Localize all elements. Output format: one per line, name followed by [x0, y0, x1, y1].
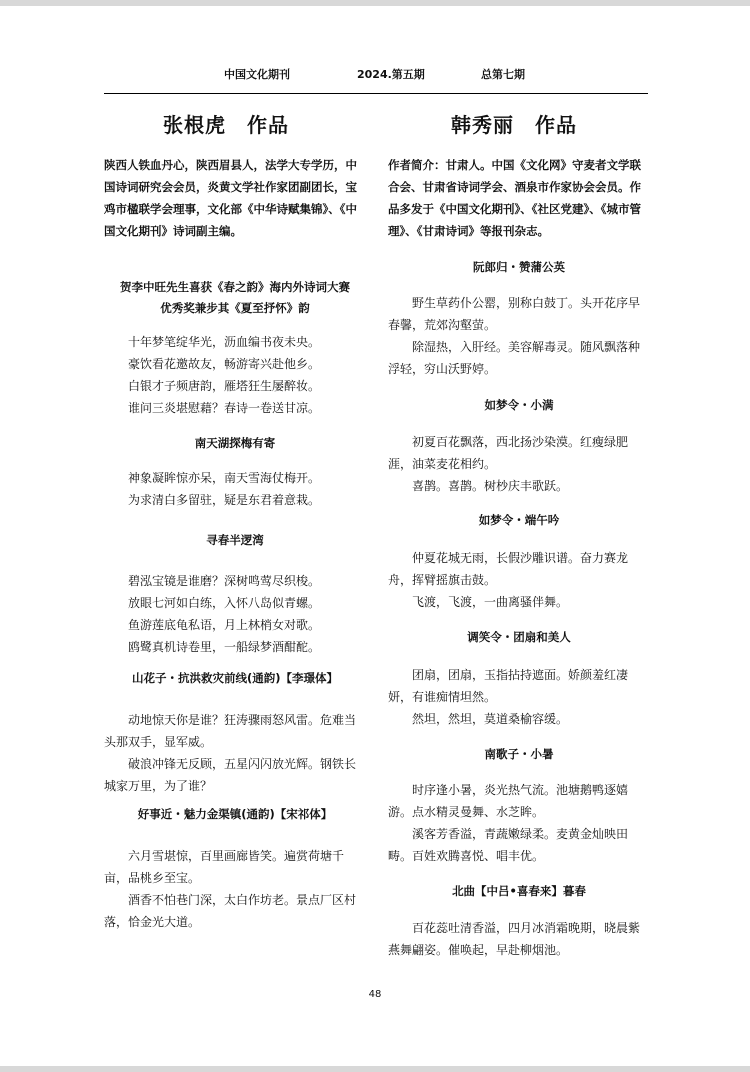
poem-title: 南天湖探梅有寄 [194, 436, 276, 450]
poem-title: 阮郎归・赞蒲公英 [473, 260, 565, 274]
verse-line: 六月雪堪惊，百里画廊皆笑。遍赏荷塘千亩，品桃乡至宝。 [104, 849, 345, 885]
verse-line: 然坦，然坦，莫道桑榆容缓。 [412, 712, 569, 726]
poem-title: 北曲【中吕•喜春来】暮春 [452, 884, 586, 898]
verse-line: 百花蕊吐清香溢，四月冰消霜晚期，晓晨紫燕舞翩姿。催唤起，早赴柳烟池。 [388, 921, 641, 957]
verse-line: 溪客芳香溢，青蔬嫩绿柔。麦黄金灿映田畴。百姓欢腾喜悦、唱丰优。 [388, 827, 629, 863]
poem-title: 贺李中旺先生喜获《春之韵》海内外诗词大赛 优秀奖兼步其《夏至抒怀》韵 [120, 280, 350, 315]
verse-line: 破浪冲锋无反顾，五星闪闪放光辉。钢铁长城家万里，为了谁？ [104, 757, 357, 793]
verse-line: 放眼七河如白练，入怀八岛似青螺。 [128, 596, 321, 610]
poem-title: 寻春半逻湾 [206, 533, 264, 547]
verse-line: 飞渡，飞渡，一曲离骚伴舞。 [412, 595, 569, 609]
right-author-title: 韩秀丽 作品 [451, 113, 577, 137]
verse-line: 除湿热，入肝经。美容解毒灵。随风飘落种浮轻，穷山沃野婷。 [388, 340, 641, 376]
poem-body [388, 431, 650, 497]
poem-title: 如梦令・端午吟 [478, 513, 560, 527]
verse-line: 喜鹊。喜鹊。树杪庆丰歌跃。 [412, 479, 569, 493]
poem-body [104, 709, 366, 797]
poem-body [388, 547, 650, 613]
verse-line: 为求清白多留驻，疑是东君着意栽。 [128, 493, 321, 507]
poem-body [388, 917, 650, 961]
poem-body [388, 292, 650, 380]
verse-line: 时序逢小暑，炎光热气流。池塘鹅鸭逐嬉游。点水精灵曼舞、水芝眸。 [388, 783, 629, 819]
verse-line: 团扇，团扇，玉指拈持遮面。娇颜羞红凄妍，有谁痴情坦然。 [388, 668, 629, 704]
verse-line: 初夏百花飘落，西北扬沙染漠。红瘦绿肥涯，油菜麦花相约。 [388, 435, 629, 471]
verse-line: 鱼游莲底龟私语，月上林梢女对歌。 [128, 618, 321, 632]
right-author-intro: 作者简介：甘肃人。中国《文化网》守麦者文学联合会、甘肃省诗词学会、酒泉市作家协会会员。作品多发于《中国文化期刊》、《社区党建》、《城市管理》、《甘肃诗词》等报刊杂志。 [388, 158, 641, 238]
poem-body [104, 570, 366, 658]
poem-body [388, 664, 650, 730]
verse-line: 十年梦笔绽华光，沥血编书夜未央。 [128, 335, 321, 349]
poem-title: 好事近・魅力金渠镇(通韵)【宋祁体】 [137, 807, 333, 821]
verse-line: 豪饮看花邀故友，畅游寄兴赴他乡。 [128, 357, 321, 371]
poem-title: 如梦令・小满 [484, 398, 554, 412]
verse-line: 碧泓宝镜是谁磨？深树鸣莺尽织梭。 [128, 574, 321, 588]
poem-title: 调笑令・团扇和美人 [467, 630, 571, 644]
left-author-intro: 陕西人铁血丹心，陕西眉县人，法学大专学历，中国诗词研究会会员，炎黄文学社作家团副团长，宝鸡市楹联学会理事，文化部《中华诗赋集锦》、《中国文化期刊》诗词副主编。 [104, 158, 357, 238]
verse-line: 仲夏花城无雨，长假沙雕识谱。奋力赛龙舟，挥臂摇旗击鼓。 [388, 551, 629, 587]
verse-line: 神象凝眸惊亦呆，南天雪海仗梅开。 [128, 471, 321, 485]
verse-line: 白银才子频唐韵，雁塔狂生屡醉妆。 [128, 379, 321, 393]
poem-title: 南歌子・小暑 [484, 747, 554, 761]
verse-line: 动地惊天你是谁？狂涛骤雨怒风雷。危难当头那双手，显军威。 [104, 713, 357, 749]
poem-title: 山花子・抗洪救灾前线(通韵)【李璟体】 [131, 671, 338, 685]
verse-line: 谁问三炎堪慰藉？春诗一卷送甘凉。 [128, 401, 321, 415]
verse-line: 鸥鹭真机诗卷里，一船绿梦酒酣酡。 [128, 640, 321, 654]
poem-body [104, 331, 366, 419]
journal-name: 中国文化期刊 [224, 68, 290, 81]
issue-label: 2024.第五期 [357, 68, 425, 81]
poem-body [388, 779, 650, 867]
header-rule [104, 93, 648, 94]
page-number: 48 [368, 989, 382, 1000]
total-issue: 总第七期 [481, 68, 525, 81]
page [0, 6, 750, 1066]
verse-line: 野生草药仆公罂，别称白鼓丁。头开花序早春馨，荒郊沟壑萤。 [388, 296, 641, 332]
poem-body [104, 467, 366, 511]
left-author-title: 张根虎 作品 [163, 113, 289, 137]
verse-line: 酒香不怕巷门深，太白作坊老。景点厂区村落，恰金光大道。 [104, 893, 357, 929]
poem-body [104, 845, 366, 933]
